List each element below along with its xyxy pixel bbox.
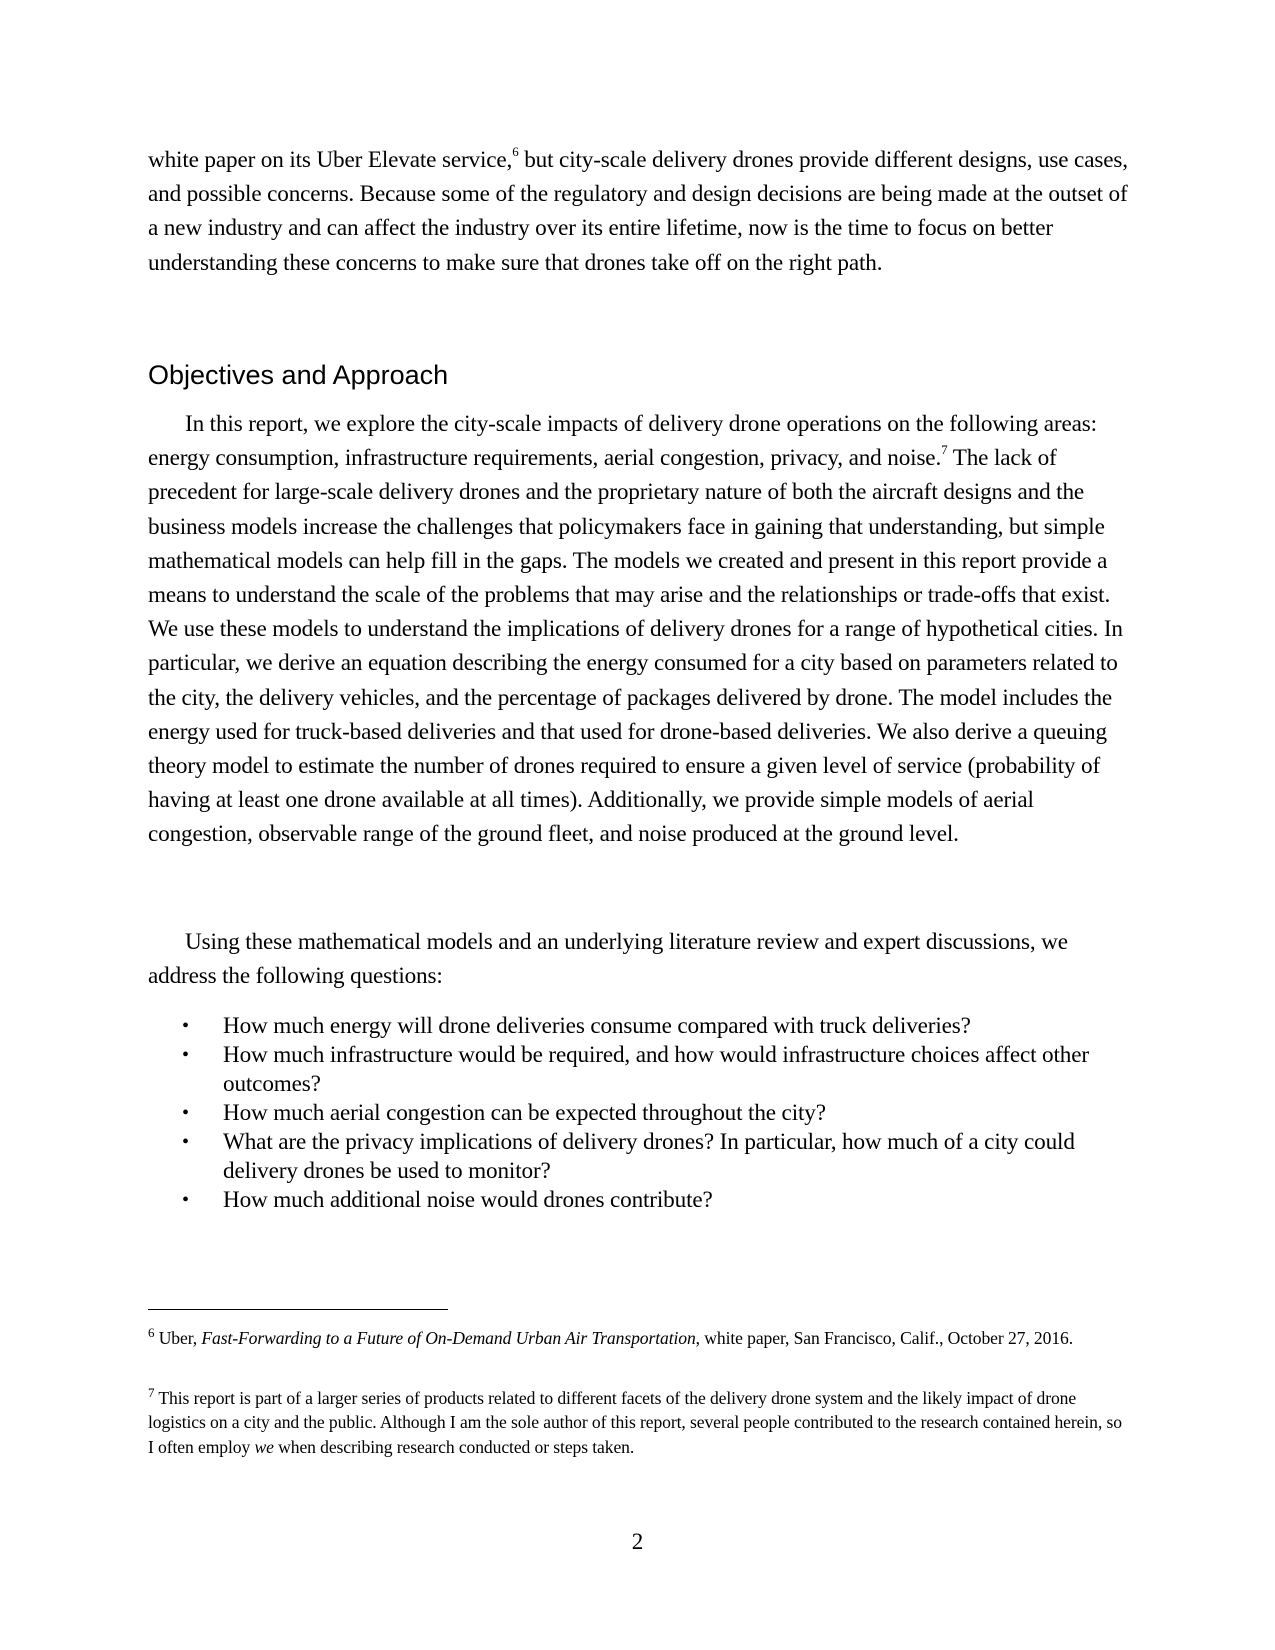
intro-text-end: but city-scale delivery drones provide different designs, use cases, and possible concerns. Because some of the regulatory and design decisions are being made at the outset of a new industry and can affect the industry over its entire lifetime, now is the time to focus on better understanding these concerns to make sure that drones take off on the right path. <box>148 147 1128 276</box>
list-item <box>148 1128 1128 1186</box>
footnote-emphasis: we <box>254 1436 274 1457</box>
intro-text-start: white paper on its Uber Elevate service, <box>148 147 513 173</box>
footnote-text: , white paper, San Francisco, Calif., October 27, 2016. <box>695 1328 1074 1348</box>
section-heading: Objectives and Approach <box>148 360 449 390</box>
approach-text-end: The lack of precedent for large-scale delivery drones and the proprietary nature of both the aircraft designs and the business models increase the challenges that policymakers face in gaining that understanding, but simple mathematical models can help fill in the gaps. The models we created and present in this report provide a means to understand the scale of the problems that may arise and the relationships or trade-offs that exist. We use these models to understand the implications of delivery drones for a range of hypothetical cities. In particular, we derive an equation describing the energy consumed for a city based on parameters related to the city, the delivery vehicles, and the percentage of packages delivered by drone. The model includes the energy used for truck-based deliveries and that used for drone-based deliveries. We also derive a queuing theory model to estimate the number of drones required to ensure a given level of service (probability of having at least one drone available at all times). Additionally, we provide simple models of aerial congestion, observable range of the ground fleet, and noise produced at the ground level. <box>148 445 1123 848</box>
list-item <box>148 1099 1128 1128</box>
footnote-cited-title: Fast-Forwarding to a Future of On-Demand Urban Air Transportation <box>201 1328 696 1348</box>
approach-paragraph <box>148 407 1128 852</box>
footnote-separator <box>148 1309 448 1310</box>
page-number: 2 <box>631 1529 644 1554</box>
intro-paragraph <box>148 143 1128 280</box>
questions-list <box>148 1012 1128 1215</box>
footnote-6 <box>148 1326 1128 1350</box>
footnote-number: 7 <box>148 1385 155 1400</box>
list-item <box>148 1186 1128 1215</box>
bullet-icon: • <box>182 1102 189 1124</box>
footnote-ref-7[interactable]: 7 <box>941 442 948 458</box>
questions-intro: Using these mathematical models and an underlying literature review and expert discussions, we address the following questions: <box>148 929 1068 990</box>
bullet-icon: • <box>182 1189 189 1211</box>
footnote-ref-6[interactable]: 6 <box>512 144 519 159</box>
footnote-text: This report is part of a larger series of products related to different facets of the delivery drone system and the likely impact of drone logistics on a city and the public. Although I am the sole author of this report, several people contributed to the research contained herein, so I often employ <box>148 1388 1122 1457</box>
bullet-icon: • <box>182 1015 189 1037</box>
footnote-text: when describing research conducted or steps taken. <box>273 1436 635 1457</box>
list-item <box>148 1012 1128 1041</box>
list-item-text: How much infrastructure would be required, and how would infrastructure choices affect other outcomes? <box>223 1042 1089 1097</box>
approach-text-start: In this report, we explore the city-scale impacts of delivery drone operations on the following areas: energy consumption, infrastructure requirements, aerial congestion, privacy, and noise. <box>148 411 1097 472</box>
bullet-icon: • <box>182 1131 189 1153</box>
footnote-number: 6 <box>148 1325 155 1340</box>
list-item-text: What are the privacy implications of delivery drones? In particular, how much of a city could delivery drones be used to monitor? <box>223 1129 1075 1184</box>
footnote-7 <box>148 1386 1128 1459</box>
bullet-icon: • <box>182 1044 189 1066</box>
footnote-text: Uber, <box>154 1328 202 1348</box>
list-item <box>148 1041 1128 1099</box>
list-item-text: How much additional noise would drones contribute? <box>223 1187 713 1213</box>
list-item-text: How much energy will drone deliveries consume compared with truck deliveries? <box>223 1013 971 1039</box>
list-item-text: How much aerial congestion can be expected throughout the city? <box>223 1100 826 1126</box>
